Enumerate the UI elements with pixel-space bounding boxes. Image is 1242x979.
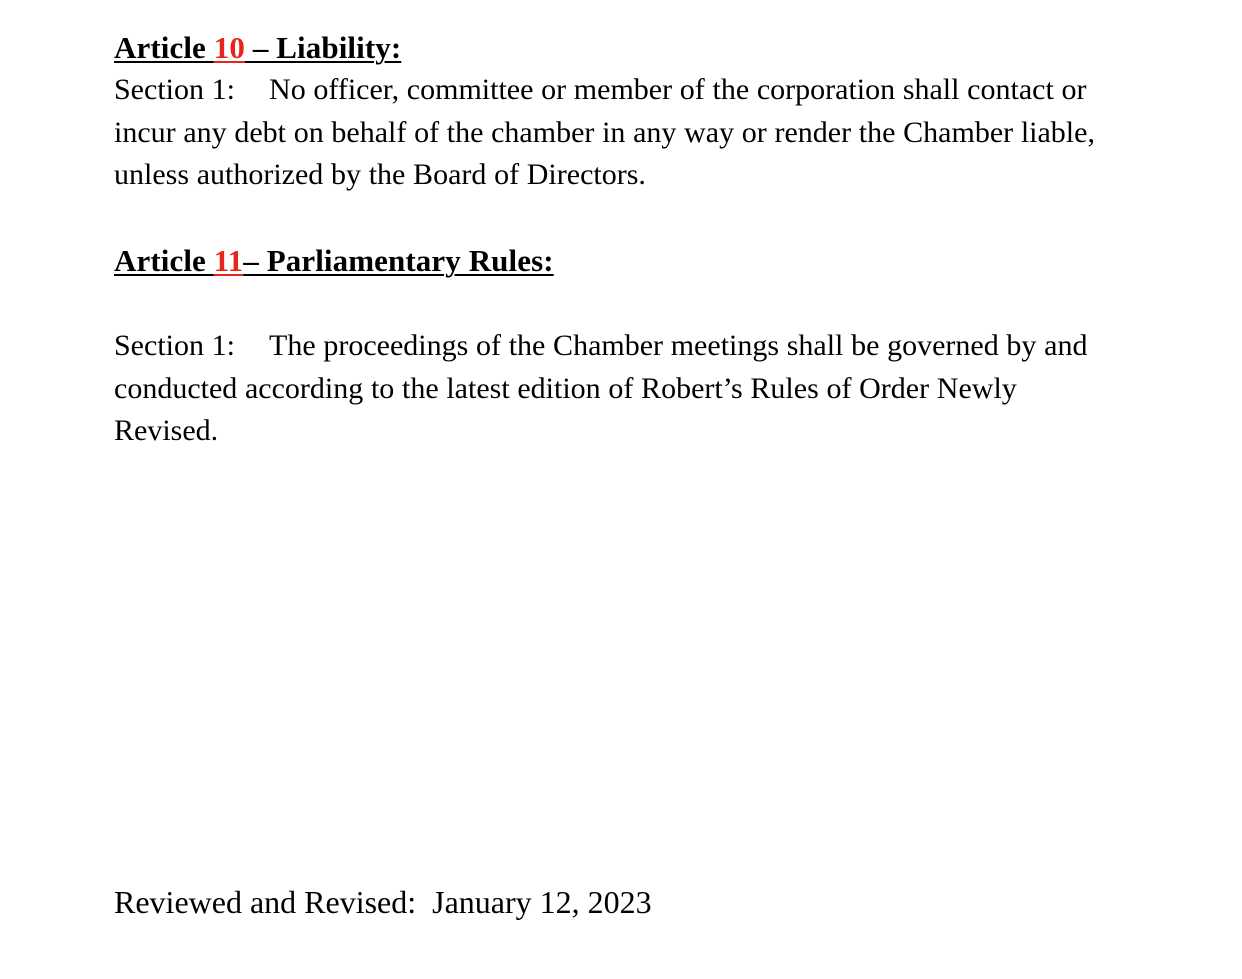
article-10-number: 10 — [213, 30, 245, 65]
article-11-heading — [114, 239, 1124, 282]
article-11-number: 11 — [213, 243, 244, 279]
document-body — [114, 26, 1124, 453]
paragraph-spacer — [114, 282, 1124, 325]
article-11-heading-suffix: – Parliamentary Rules: — [243, 243, 554, 279]
reviewed-revised-footer: Reviewed and Revised: January 12, 2023 — [114, 884, 652, 920]
article-10-heading-suffix: – Liability: — [244, 30, 402, 65]
article-10-heading — [114, 26, 1124, 69]
article-10-section-1 — [114, 69, 1124, 197]
article-11-section-1-label: Section 1: — [114, 328, 236, 362]
article-11-section-1-body: The proceedings of the Chamber meetings shall be governed by and conducted according to the latest edition of Robert’s Rules of Order Newly Revised. — [114, 328, 1088, 448]
article-10-section-1-body: No officer, committee or member of the corporation shall contact or incur any debt on behalf of the chamber in any way or render the Chamber liable, unless authorized by the Board of Directors. — [114, 73, 1095, 192]
article-11-heading-prefix: Article — [114, 243, 214, 279]
paragraph-spacer — [114, 197, 1124, 240]
article-10-heading-prefix: Article — [114, 30, 214, 65]
article-11-section-1 — [114, 325, 1124, 453]
article-10-section-1-label: Section 1: — [114, 73, 236, 106]
